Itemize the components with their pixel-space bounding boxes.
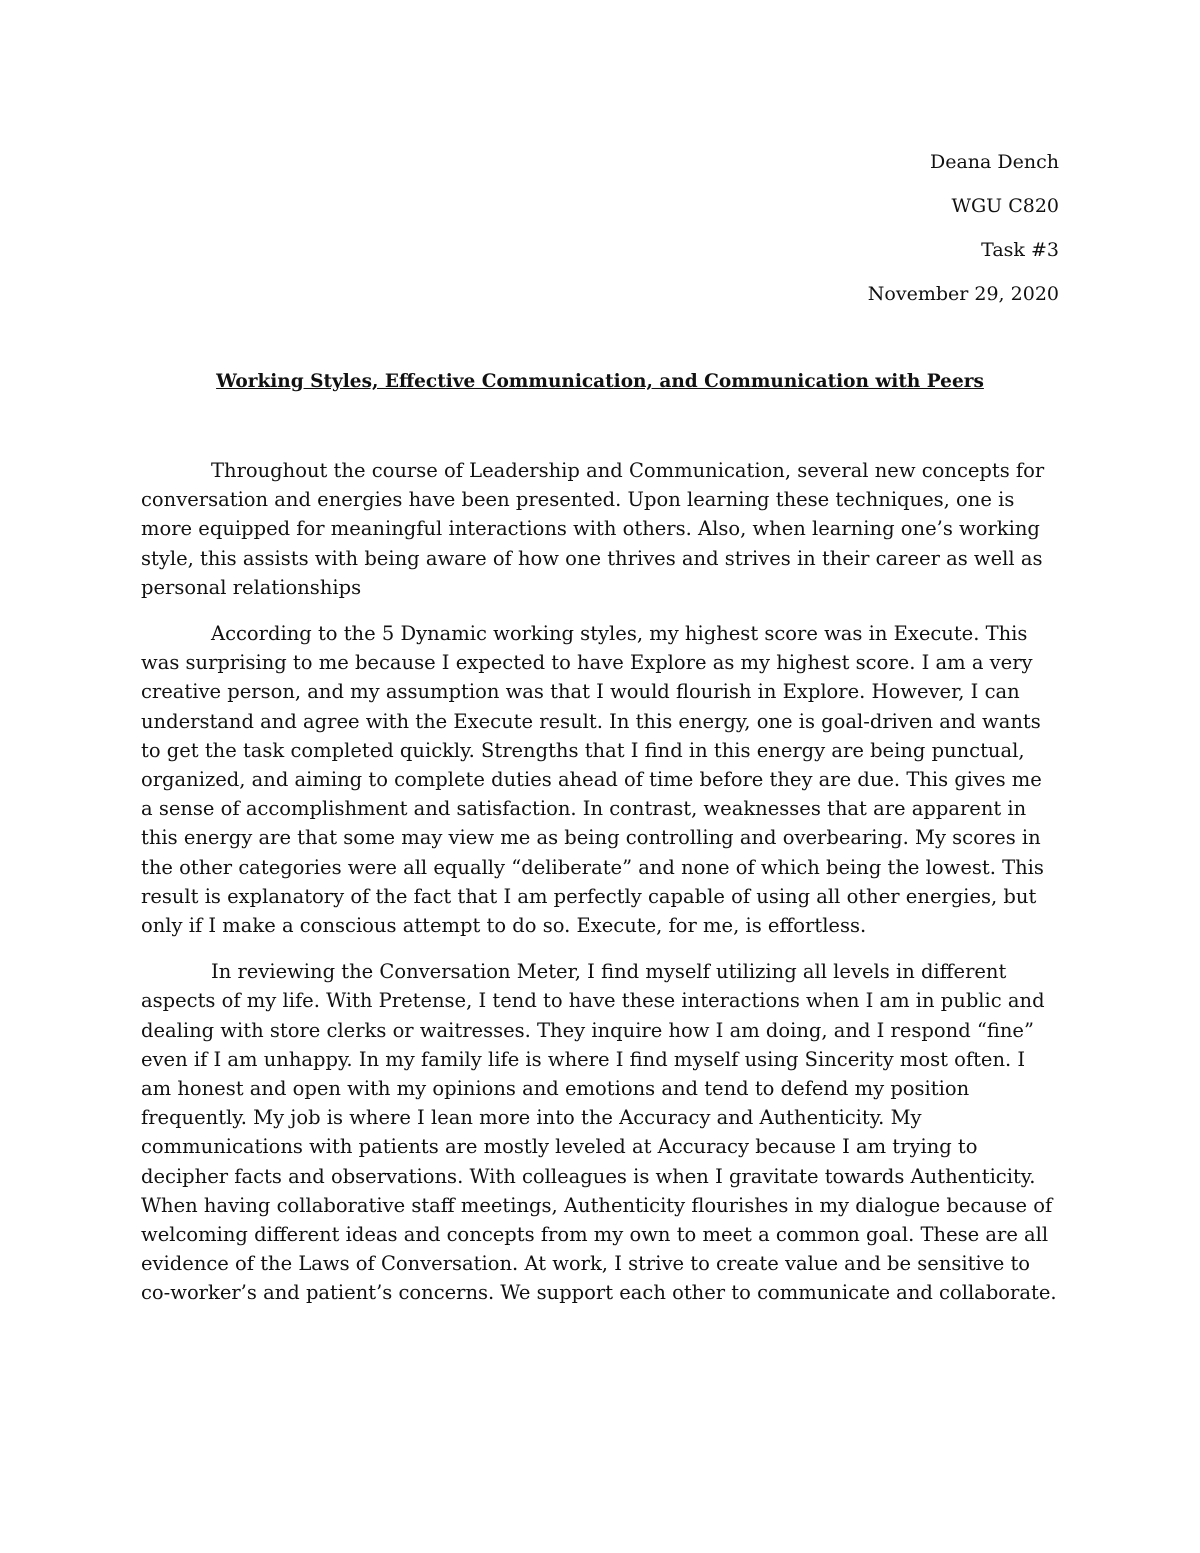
paragraph-conversation-meter: In reviewing the Conversation Meter, I find myself utilizing all levels in different aspects of my life. With Pretense, I tend to have these interactions when I am in public and dealing with store clerks or waitresses. They inquire how I am doing, and I respond “fine” even if I am unhappy. In my family life is where I find myself using Sincerity most often. I am honest and open with my opinions and emotions and tend to defend my position frequently. My job is where I lean more into the Accuracy and Authenticity. My communications with patients are mostly leveled at Accuracy because I am trying to decipher facts and observations. With colleagues is when I gravitate towards Authenticity. When having collaborative staff meetings, Authenticity flourishes in my dialogue because of welcoming different ideas and concepts from my own to meet a common goal. These are all evidence of the Laws of Conversation. At work, I strive to create value and be sensitive to co-worker’s and patient’s concerns. We support each other to communicate and collaborate. [141,960,1057,1305]
document-date: November 29, 2020 [867,283,1059,305]
document-header [868,140,1059,316]
course-code: WGU C820 [951,195,1059,217]
author-name: Deana Dench [929,151,1059,173]
paragraph-working-styles: According to the 5 Dynamic working styles, my highest score was in Execute. This was surprising to me because I expected to have Explore as my highest score. I am a very creative person, and my assumption was that I would flourish in Explore. However, I can understand and agree with the Execute result. In this energy, one is goal-driven and wants to get the task completed quickly. Strengths that I find in this energy are being punctual, organized, and aiming to complete duties ahead of time before they are due. This gives me a sense of accomplishment and satisfaction. In contrast, weaknesses that are apparent in this energy are that some may view me as being controlling and overbearing. My scores in the other categories were all equally “deliberate” and none of which being the lowest. This result is explanatory of the fact that I am perfectly capable of using all other energies, but only if I make a conscious attempt to do so. Execute, for me, is effortless. [141,622,1044,938]
document-title: Working Styles, Effective Communication, and Communication with Peers [216,371,984,392]
task-number: Task #3 [981,239,1059,261]
paragraph-intro: Throughout the course of Leadership and Communication, several new concepts for conversation and energies have been presented. Upon learning these techniques, one is more equipped for meaningful interactions with others. Also, when learning one’s working style, this assists with being aware of how one thrives and strives in their career as well as personal relationships [141,459,1045,599]
document-body [141,456,1059,1325]
